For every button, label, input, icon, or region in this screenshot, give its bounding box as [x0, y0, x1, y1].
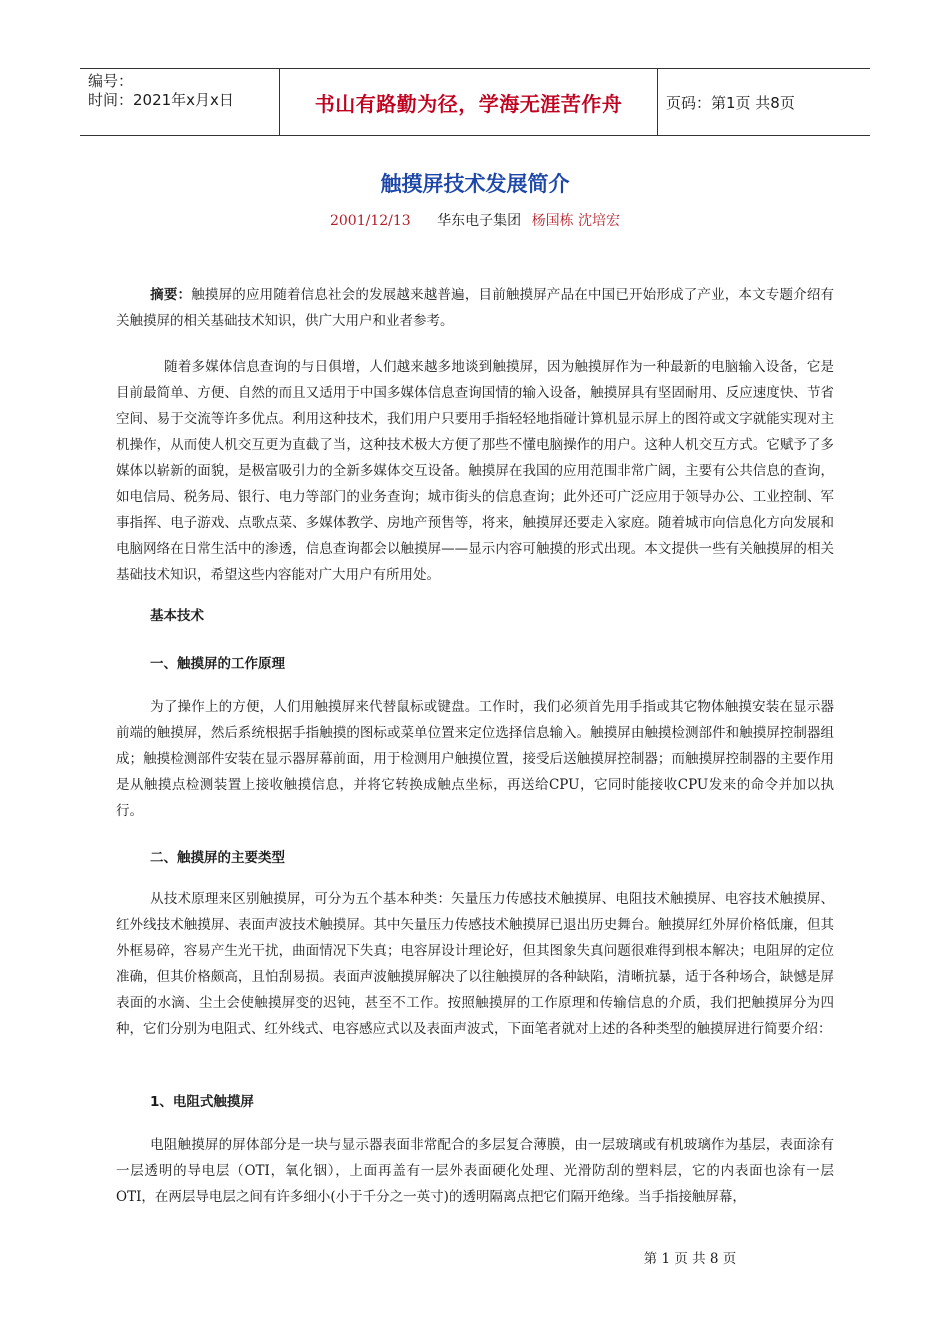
header-page-info: 页码：第1页 共8页 [666, 93, 795, 112]
article-date: 2001/12/13 [329, 213, 411, 229]
article-authors: 杨国栋 沈培宏 [531, 213, 621, 229]
section-basic-heading: 基本技术 [150, 608, 204, 624]
abstract-paragraph [116, 282, 834, 334]
intro-paragraph [116, 354, 834, 588]
page-footer: 第 1 页 共 8 页 [643, 1251, 737, 1267]
abstract-label: 摘要： [150, 287, 192, 303]
abstract-text: 触摸屏的应用随着信息社会的发展越来越普遍，目前触摸屏产品在中国已开始形成了产业，本文专题介绍有关触摸屏的相关基础技术知识，供广大用户和业者参考。 [116, 287, 835, 329]
section-3-heading: 1、电阻式触摸屏 [150, 1094, 254, 1110]
doc-number-label: 编号： [88, 72, 134, 90]
section-2-text: 从技术原理来区别触摸屏，可分为五个基本种类：矢量压力传感技术触摸屏、电阻技术触摸屏、电容技术触摸屏、红外线技术触摸屏、表面声波技术触摸屏。其中矢量压力传感技术触摸屏已退出历史舞台。触摸屏红外屏价格低廉，但其外框易碎，容易产生光干扰，曲面情况下失真；电容屏设计理论好，但其图象失真问题很难得到根本解决；电阻屏的定位准确，但其价格颇高，且怕刮易损。表面声波触摸屏解决了以往触摸屏的各种缺陷，清晰抗暴，适于各种场合，缺憾是屏表面的水滴、尘土会使触摸屏变的迟钝，甚至不工作。按照触摸屏的工作原理和传输信息的介质，我们把触摸屏分为四种，它们分别为电阻式、红外线式、电容感应式以及表面声波式，下面笔者就对上述的各种类型的触摸屏进行简要介绍： [116, 891, 834, 1037]
section-1-heading: 一、触摸屏的工作原理 [150, 656, 285, 672]
section-3-text: 电阻触摸屏的屏体部分是一块与显示器表面非常配合的多层复合薄膜，由一层玻璃或有机玻璃作为基层，表面涂有一层透明的导电层（OTI，氧化铟），上面再盖有一层外表面硬化处理、光滑防刮的塑料层，它的内表面也涂有一层OTI，在两层导电层之间有许多细小(小于千分之一英寸)的透明隔离点把它们隔开绝缘。当手指接触屏幕， [116, 1137, 834, 1205]
intro-text: 随着多媒体信息查询的与日俱增，人们越来越多地谈到触摸屏，因为触摸屏作为一种最新的电脑输入设备，它是目前最简单、方便、自然的而且又适用于中国多媒体信息查询国情的输入设备，触摸屏具有坚固耐用、反应速度快、节省空间、易于交流等许多优点。利用这种技术，我们用户只要用手指轻轻地指碰计算机显示屏上的图符或文字就能实现对主机操作，从而使人机交互更为直截了当，这种技术极大方便了那些不懂电脑操作的用户。这种人机交互方式。它赋予了多媒体以崭新的面貌，是极富吸引力的全新多媒体交互设备。触摸屏在我国的应用范围非常广阔，主要有公共信息的查询，如电信局、税务局、银行、电力等部门的业务查询；城市街头的信息查询；此外还可广泛应用于领导办公、工业控制、军事指挥、电子游戏、点歌点菜、多媒体教学、房地产预售等，将来，触摸屏还要走入家庭。随着城市向信息化方向发展和电脑网络在日常生活中的渗透，信息查询都会以触摸屏——显示内容可触摸的形式出现。本文提供一些有关触摸屏的相关基础技术知识，希望这些内容能对广大用户有所用处。 [116, 359, 834, 583]
article-title: 触摸屏技术发展简介 [380, 172, 570, 196]
article-byline [0, 210, 950, 230]
header-meta [80, 69, 280, 135]
section-1-paragraph [116, 694, 834, 824]
section-2-paragraph [116, 886, 834, 1042]
section-1-text: 为了操作上的方便，人们用触摸屏来代替鼠标或键盘。工作时，我们必须首先用手指或其它物体触摸安装在显示器前端的触摸屏，然后系统根据手指触摸的图标或菜单位置来定位选择信息输入。触摸屏由触摸检测部件和触摸屏控制器组成；触摸检测部件安装在显示器屏幕前面，用于检测用户触摸位置，接受后送触摸屏控制器；而触摸屏控制器的主要作用是从触摸点检测装置上接收触摸信息，并将它转换成触点坐标，再送给CPU，它同时能接收CPU发来的命令并加以执行。 [116, 699, 834, 819]
section-2-heading: 二、触摸屏的主要类型 [150, 850, 285, 866]
document-header [80, 68, 870, 136]
header-motto: 书山有路勤为径，学海无涯苦作舟 [280, 69, 658, 135]
section-3-paragraph [116, 1132, 834, 1210]
doc-time-label: 时间：2021年x月x日 [88, 91, 234, 109]
article-organization: 华东电子集团 [437, 213, 522, 229]
